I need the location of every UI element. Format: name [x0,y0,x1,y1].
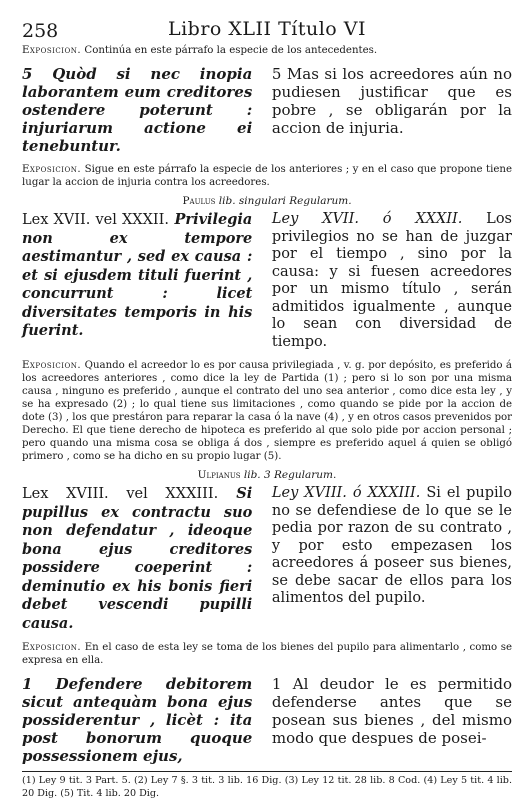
exposicion-note-1 [22,44,512,57]
latin-body: Si pupillus ex contractu suo non defendatur , ideoque bona ejus creditores possidere coeperint : deminutio ex his bonis fieri debet vescendi pupilli causa. [22,485,253,632]
note-label: Exposicion. [22,164,82,175]
note-text: Sigue en este párrafo la especie de los anteriores ; y en el caso que propone tiene lugar la accion de injuria contra los acreedores. [22,164,512,188]
source-work: lib. singulari Regularum. [215,195,352,207]
spanish-text [272,211,512,351]
latin-text [22,211,252,351]
spanish-body: Si el pupilo no se defendiese de lo que se le pedia por razon de su contrato , y por esto empezasen los acreedores á poseer sus bienes, se debe sacar de ellos para los alimentos del pupilo. [271,485,512,606]
spanish-text: 5 Mas si los acreedores aún no pudiesen justificar que es pobre , se obligarán por la accion de injuria. [271,65,512,137]
page-header [22,18,512,44]
ley-heading: Ley XVIII. ó XXXIII. [271,485,421,501]
note-text: Continúa en este párrafo la especie de los antecedentes. [81,45,378,56]
spanish-body: Los privilegios no se han de juzgar por el tiempo , sino por la causa: y si fuesen acreedores por un mismo título , serán admitidos igualmente , aunque lo sean con diversidad de tiempo. [271,211,512,350]
spanish-text: 1 Al deudor le es permitido defenderse antes que se posean sus bienes , del mismo modo que despues de posei- [271,675,512,747]
note-label: Exposicion. [22,45,82,56]
source-citation-2 [22,469,512,481]
page-number: 258 [22,20,59,42]
ley-heading: Ley XVII. ó XXXII. [271,211,463,227]
note-text: En el caso de esta ley se toma de los bienes del pupilo para alimentarlo , como se expresa en ella. [22,642,512,666]
spanish-text [272,485,512,633]
source-citation-1 [22,195,512,207]
lex-heading: Lex XVII. vel XXXII. [22,212,169,228]
note-text: Quando el acreedor lo es por causa privilegiada , v. g. por depósito, es preferido á los acreedores anteriores , como dice la ley de Partida (1) ; pero si lo son por una misma causa , ninguno es preferido , aunque el contrato del uno sea anterior , como dice esta ley , y se ha expresado (2) ; lo qual tiene sus limitaciones , como quando se pide por la accion de dote (3) , los que prestáron para reparar la casa ó la nave (4) , y en otros casos prevenidos por Derecho. El que tiene derecho de hipoteca es preferido al que solo pide por accion personal ; pero quando una misma cosa se obliga á dos , siempre es preferido aquel á quien se obligó primero , como se ha dicho en su propio lugar (5). [22,360,512,462]
exposicion-note-2 [22,163,512,189]
latin-text: 5 Quòd si nec inopia laborantem eum creditores ostendere poterunt : injuriarum actione ei tenebuntur. [22,65,253,155]
lex-heading: Lex XVIII. vel XXXIII. [22,486,219,502]
footnote-divider [22,771,512,772]
latin-text: 1 Defendere debitorem sicut antequàm bona ejus possiderentur , licèt : ita post bonorum quoque possessionem ejus, [22,675,253,765]
section-5 [22,65,512,155]
exposicion-note-3 [22,359,512,463]
lex-17 [22,211,512,351]
footnotes: (1) Ley 9 tit. 3 Part. 5. (2) Ley 7 §. 3 tit. 3 lib. 16 Dig. (3) Ley 12 tit. 28 lib. 8 Cod. (4) Ley 5 tit. 4 lib. 20 Dig. (5) Tit. 4 lib. 20 Dig. [22,775,512,799]
note-label: Exposicion. [22,360,82,371]
note-label: Exposicion. [22,642,82,653]
latin-text [22,485,252,633]
source-author: Paulus [182,195,216,207]
book-page [22,18,512,800]
page-title: Libro XLII Título VI [167,18,366,40]
source-author: Ulpianus [197,469,241,481]
latin-body: Privilegia non ex tempore aestimantur , sed ex causa : et si ejusdem tituli fuerint , concurrunt : licet diversitates temporis in his fuerint. [22,211,253,339]
lex-18 [22,485,512,633]
exposicion-note-4 [22,641,512,667]
source-work: lib. 3 Regularum. [240,469,337,481]
section-1 [22,675,512,765]
